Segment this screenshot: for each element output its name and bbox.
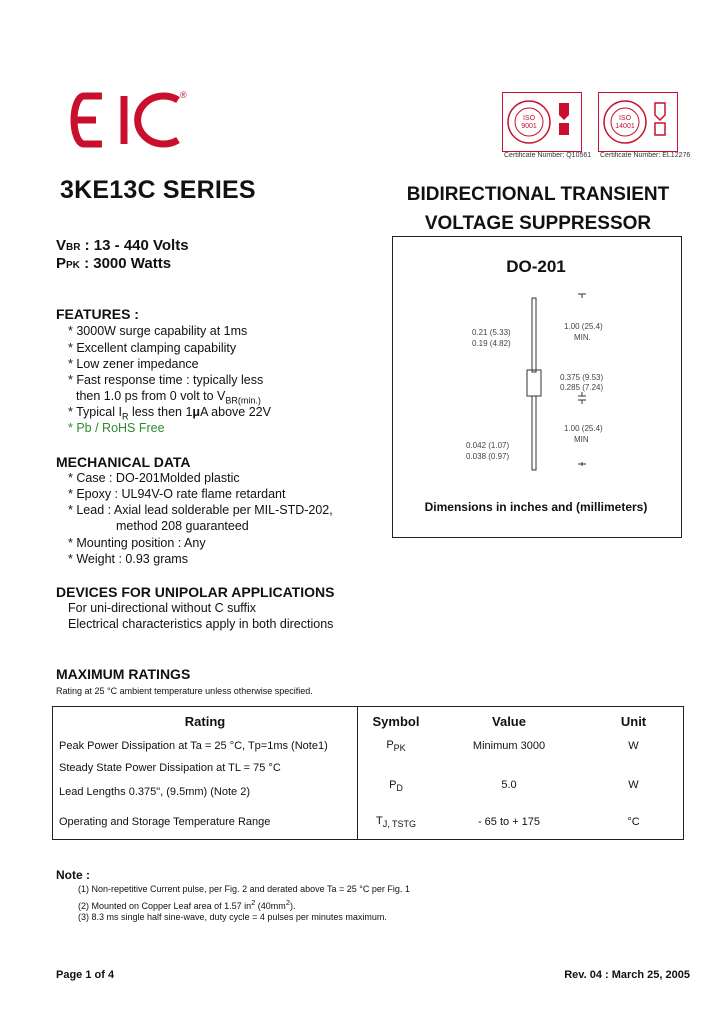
body-dia-min: 0.19 (4.82) [472,339,511,348]
svg-text:9001: 9001 [521,123,537,130]
feature-item-rohs: * Pb / RoHS Free [68,421,165,435]
package-outline-drawing [392,236,680,536]
bottom-lead [532,396,536,470]
subtitle-line1: BIDIRECTIONAL TRANSIENT [406,184,670,205]
mechanical-item: * Mounting position : Any [68,536,206,550]
eic-logo [66,86,194,154]
feature-item: * Fast response time : typically less [68,373,264,387]
note-item [78,898,295,911]
feature-item: * Low zener impedance [68,357,199,371]
note-text: (2) Mounted on Copper Leaf area of 1.57 in [78,901,252,911]
symbol-cell [358,779,435,805]
table-row [53,779,684,805]
vbr-symbol: V [56,237,67,254]
table-row [53,735,684,757]
diode-body [527,370,541,396]
package-caption: Dimensions in inches and (millimeters) [424,500,648,514]
feature-text: less then 1 [128,405,193,419]
rating-cell: Operating and Storage Temperature Range [53,805,358,840]
note-item: (1) Non-repetitive Current pulse, per Fig. 2 and derated above Ta = 25 °C per Fig. 1 [78,884,410,894]
symbol-text: T [375,814,383,827]
ratings-condition: Rating at 25 °C ambient temperature unless otherwise specified. [56,686,313,696]
note-item: (3) 8.3 ms single half sine-wave, duty cycle = 4 pulses per minutes maximum. [78,912,387,922]
micro-symbol: μ [192,405,201,419]
mechanical-item: method 208 guaranteed [116,519,249,533]
note-text: ). [289,901,296,911]
feature-text: * Typical I [68,405,122,419]
symbol-cell [358,735,435,757]
symbol-subscript: PK [393,743,406,754]
symbol-cell [358,757,435,779]
value-cell [434,757,584,779]
features-heading: FEATURES : [56,306,139,322]
iso14001-badge [598,92,678,152]
value-cell: - 65 to + 175 [477,816,541,828]
note-superscript: 2 [251,898,256,907]
rating-cell: Lead Lengths 0.375", (9.5mm) (Note 2) [53,779,358,805]
lead-bottom-length: 1.00 (25.4) [564,424,603,433]
feature-item [68,405,271,422]
unit-cell [584,757,684,779]
iso9001-seal-icon [503,93,581,151]
body-len-min: 0.285 (7.24) [560,383,604,392]
vbr-min-subscript: BR(min.) [225,395,261,406]
iso9001-badge [502,92,582,152]
iso9001-certificate-number: Certificate Number: Q10561 [504,152,592,159]
iso14001-certificate-number: Certificate Number: EL12276 [600,152,691,159]
subtitle-line2: VOLTAGE SUPPRESSOR [424,213,652,234]
feature-item: * Excellent clamping capability [68,341,237,355]
mechanical-item: * Epoxy : UL94V-O rate flame retardant [68,487,286,501]
vbr-value: : 13 - 440 Volts [80,237,189,254]
registered-mark: ® [180,90,187,100]
ppk-symbol: P [56,255,67,272]
col-value: Value [492,713,526,729]
body-dia-max: 0.21 (5.33) [472,328,511,337]
col-unit: Unit [620,713,647,729]
page-number: Page 1 of 4 [56,969,115,981]
ir-subscript: R [121,411,129,422]
package-name: DO-201 [506,257,566,276]
col-rating: Rating [53,707,358,736]
notes-heading: Note : [56,868,90,882]
unipolar-item: Electrical characteristics apply in both directions [68,617,334,631]
page-title: 3KE13C SERIES [60,176,256,204]
lead-dia-min: 0.038 (0.97) [466,452,510,461]
ppk-subscript: PK [66,260,80,271]
iso14001-seal-icon [599,93,677,151]
symbol-text: P [386,738,394,751]
svg-text:ISO: ISO [618,115,632,122]
top-lead [532,298,536,372]
ratings-heading: MAXIMUM RATINGS [56,666,191,682]
vbr-spec [56,237,189,254]
table-row [53,757,684,779]
mechanical-item: * Weight : 0.93 grams [68,552,188,566]
svg-text:14001: 14001 [615,123,635,130]
unit-cell: W [628,740,639,752]
feature-text: then 1.0 ps from 0 volt to V [76,389,226,403]
feature-item: * 3000W surge capability at 1ms [68,324,248,338]
svg-text:ISO: ISO [522,115,536,122]
ratings-table [52,706,684,840]
vbr-subscript: BR [66,242,81,253]
table-header-row [53,707,684,736]
symbol-subscript: J, TSTG [382,819,417,830]
mechanical-heading: MECHANICAL DATA [56,454,191,470]
ppk-value: : 3000 Watts [79,255,172,272]
symbol-text: P [389,779,397,791]
table-row [53,805,684,840]
revision-date: Rev. 04 : March 25, 2005 [564,969,690,981]
mechanical-item: * Case : DO-201Molded plastic [68,471,240,485]
lead-dia-max: 0.042 (1.07) [466,441,510,450]
note-superscript: 2 [285,898,290,907]
rating-cell: Steady State Power Dissipation at TL = 75 °C [53,757,358,779]
mechanical-item: * Lead : Axial lead solderable per MIL-STD-202, [68,503,333,517]
note-text: (40mm [255,901,286,911]
unipolar-item: For uni-directional without C suffix [68,601,257,615]
lead-top-length: 1.00 (25.4) [564,322,603,331]
rating-cell: Peak Power Dissipation at Ta = 25 °C, Tp=1ms (Note1) [53,735,358,757]
lead-top-min: MIN. [574,333,591,342]
symbol-subscript: D [396,783,403,794]
unit-cell: W [628,779,639,791]
unipolar-heading: DEVICES FOR UNIPOLAR APPLICATIONS [56,584,335,600]
lead-bottom-min: MIN [574,435,589,444]
value-cell: 5.0 [501,779,517,791]
symbol-cell [358,805,435,840]
body-len-max: 0.375 (9.53) [560,373,604,382]
ppk-spec [56,255,171,272]
feature-text: A above 22V [200,405,271,419]
col-symbol: Symbol [372,713,420,729]
value-cell: Minimum 3000 [472,740,546,752]
unit-cell: °C [627,816,640,828]
feature-item [76,389,261,406]
